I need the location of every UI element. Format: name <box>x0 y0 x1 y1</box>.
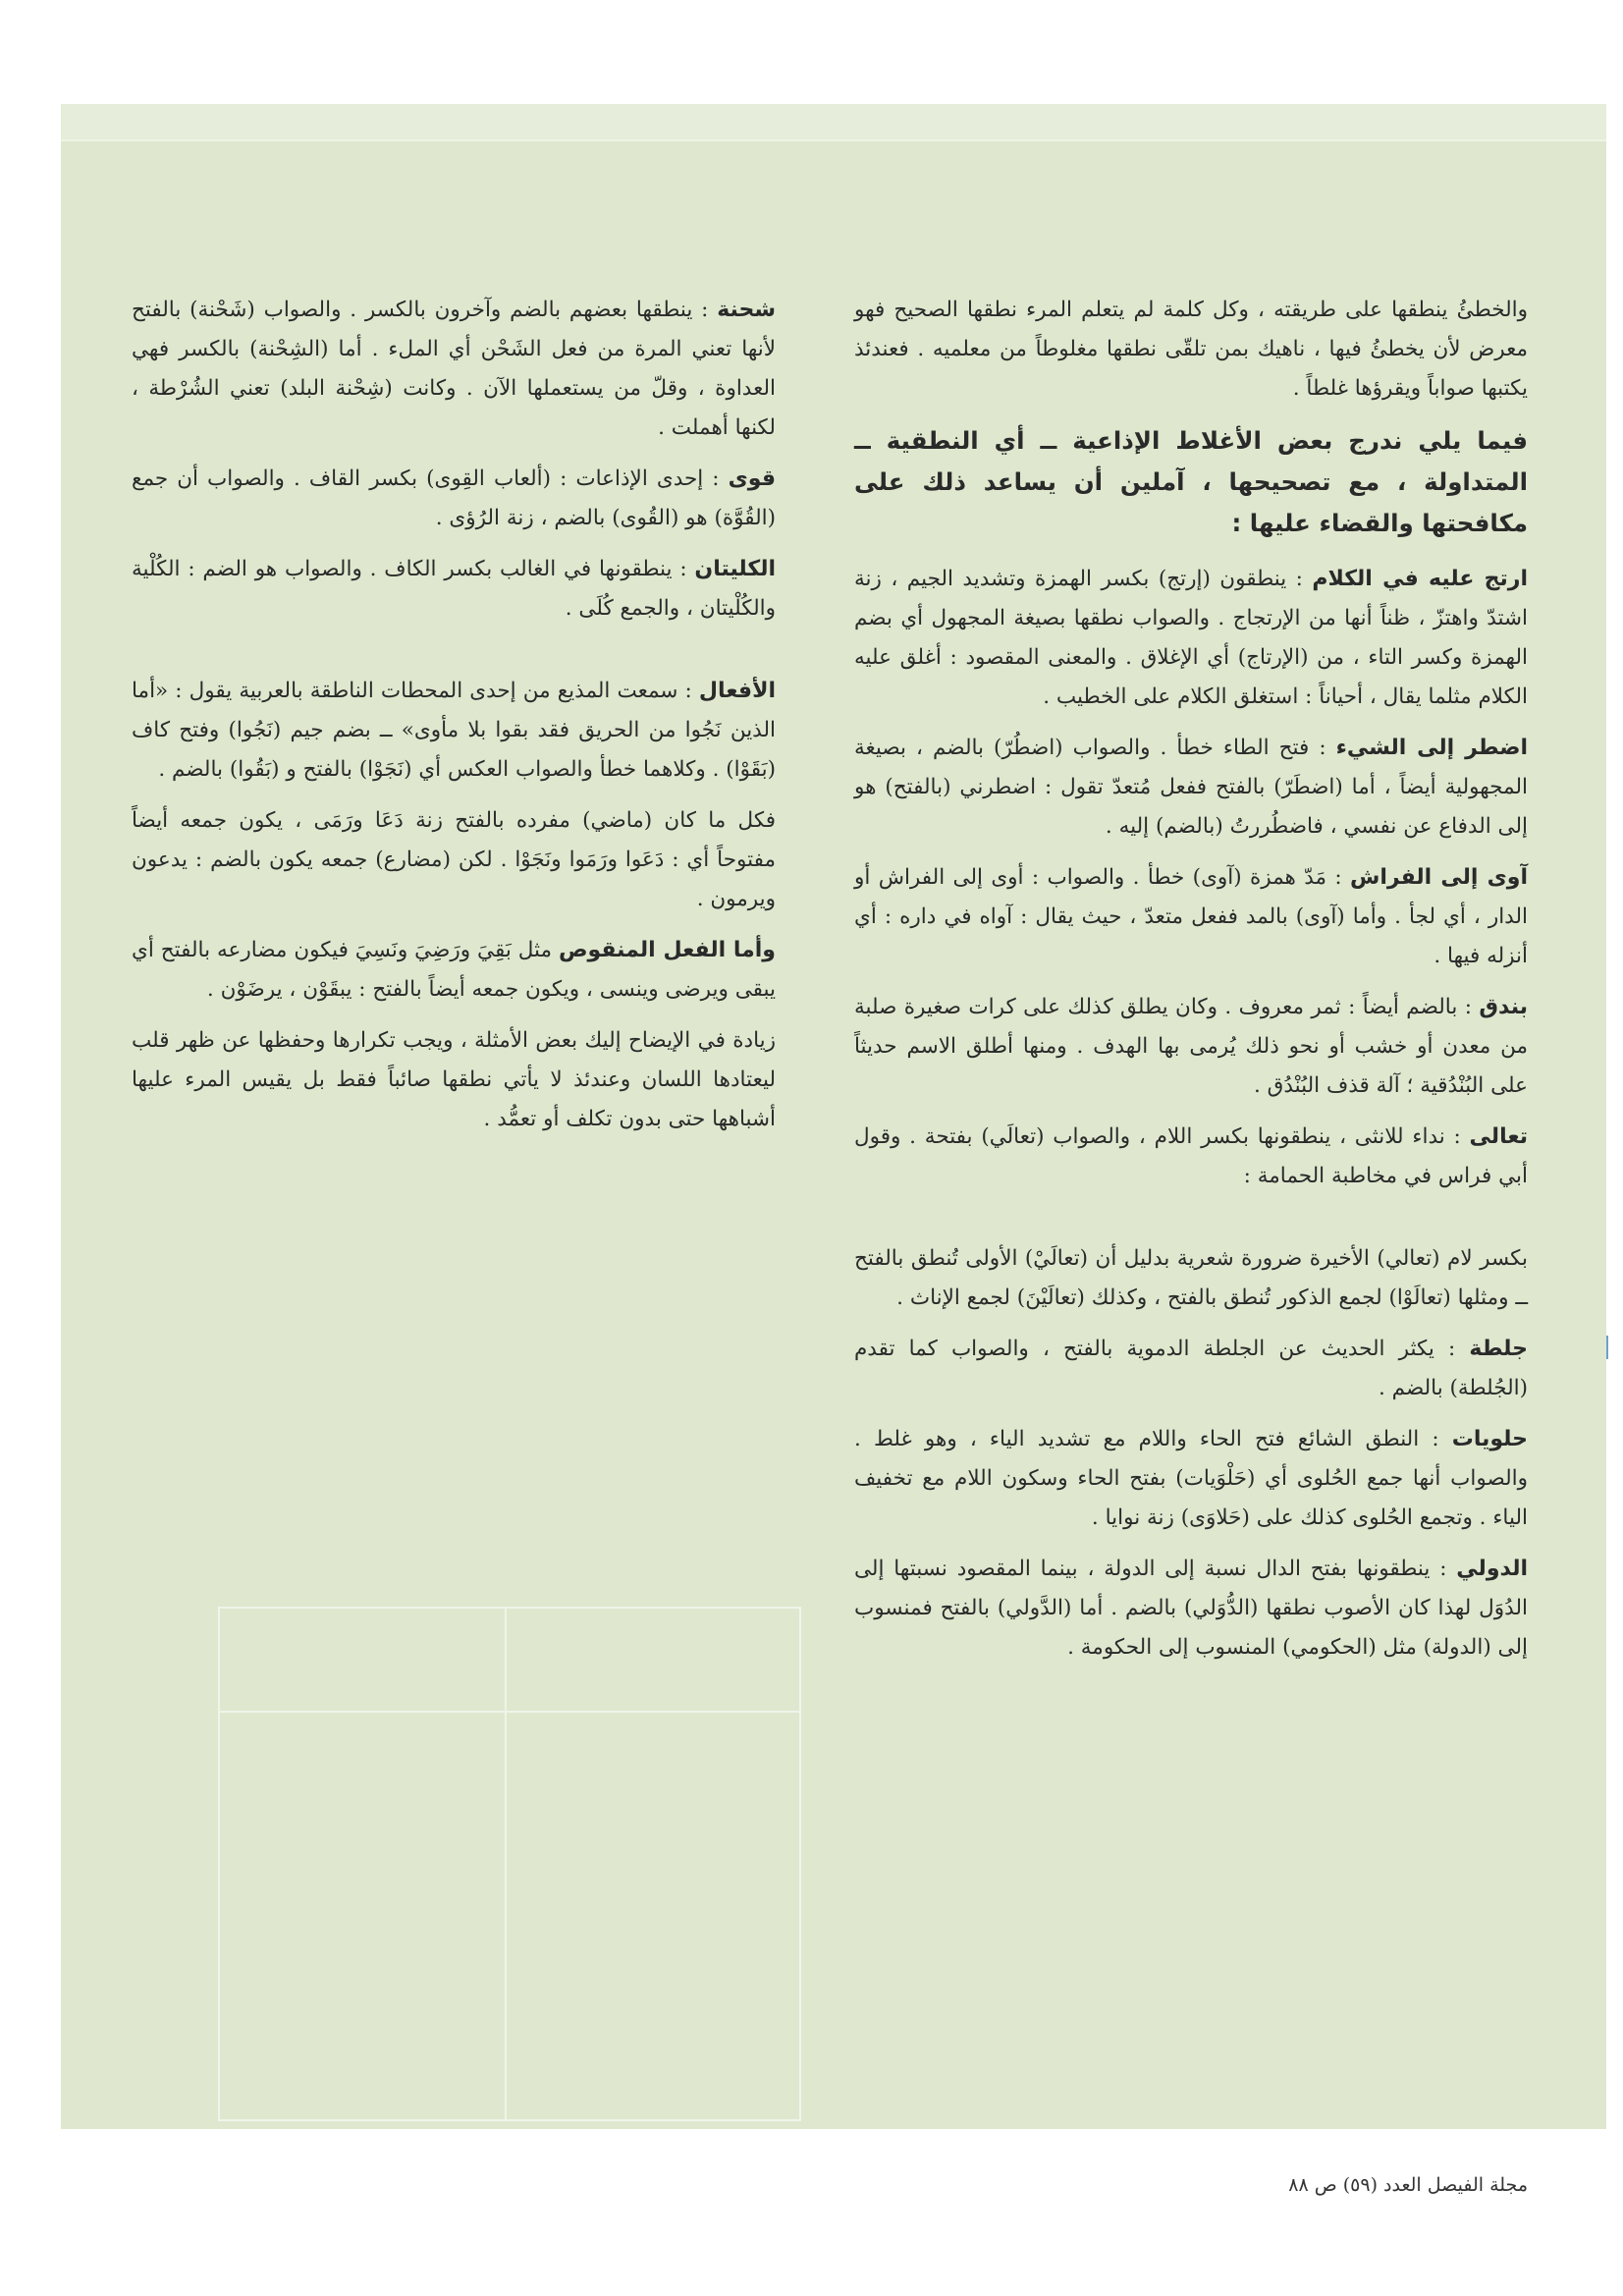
entry-term: بندق <box>1479 995 1528 1019</box>
entry-term: حلويات <box>1451 1427 1528 1451</box>
entry-taali-continued <box>854 1239 1528 1318</box>
entry-text: : إحدى الإذاعات : (ألعاب القِوى) بكسر القاف . والصواب أن جمع (القُوَّة) هو (القُوى) بالضم ، زنة الرُؤى . <box>132 466 776 530</box>
entry-text: فكل ما كان (ماضي) مفرده بالفتح زنة دَعَا ورَمَى ، يكون جمعه أيضاً مفتوحاً أي : دَعَوا ورَمَوا ونَجَوْا . لكن (مضارع) جمعه يكون بالضم : يدعون ويرمون . <box>132 808 776 911</box>
page-background <box>61 104 1606 2196</box>
entry-manqus <box>132 931 776 1010</box>
entry-text: : بالضم أيضاً : ثمر معروف . وكان يطلق كذلك على كرات صغيرة صلبة من معدن أو خشب أو نحو ذلك يُرمى بها الهدف . ومنها أطلق الاسم حديثاً على البُنْدُقية ؛ آلة قذف البُنْدُق . <box>854 995 1528 1098</box>
entry-text: مثل بَقِيَ ورَضِيَ ونَسِيَ فيكون مضارعه بالفتح أي يبقى ويرضى وينسى ، ويكون جمعه أيضاً بالفتح : يبقَوْن ، يرضَوْن . <box>132 938 776 1002</box>
lead-paragraph: فيما يلي ندرج بعض الأغلاط الإذاعية ــ أي النطقية ــ المتداولة ، مع تصحيحها ، آملين أن يساعد ذلك على مكافحتها والقضاء عليها : <box>854 426 1528 537</box>
entry-madi <box>132 801 776 919</box>
entry-term: ارتج عليه في الكلام <box>1312 567 1528 591</box>
entry-text: : ينطقون (إرتج) بكسر الهمزة وتشديد الجيم ، زنة اشتدّ واهتزّ ، ظناً أنها من الإرتجاج . والصواب نطقها بصيغة المجهول أي بضم الهمزة وكسر التاء ، من (الإرتاج) أي الإغلاق . والمعنى المقصود : أغلق عليه الكلام مثلما يقال ، أحياناً : استغلق الكلام على الخطيب . <box>854 567 1528 709</box>
entry-awa <box>854 858 1528 976</box>
right-column <box>854 291 1528 1679</box>
entry-term: الأفعال <box>698 679 776 703</box>
entry-text: : نداء للانثى ، ينطقونها بكسر اللام ، والصواب (تعالَي) بفتحة . وقول أبي فراس في مخاطبة الحمامة : <box>854 1124 1528 1188</box>
top-band <box>61 104 1606 141</box>
table-divider-horizontal <box>220 1711 799 1713</box>
entry-text: : يكثر الحديث عن الجلطة الدموية بالفتح ، والصواب كما تقدم (الجُلطة) بالضم . <box>854 1337 1528 1400</box>
entry-kulyatan <box>132 550 776 629</box>
entry-term: جلطة <box>1469 1337 1528 1361</box>
entry-term: تعالى <box>1469 1124 1529 1149</box>
entry-text: : فتح الطاء خطأ . والصواب (اضطُرّ) بالضم ، بصيغة المجهولية أيضاً ، أما (اضطَرّ) بالفتح ففعل مُتعدّ تقول : اضطرني (بالفتح) هو إلى الدفاع عن نفسي ، فاضطُررتُ (بالضم) إليه . <box>854 736 1528 839</box>
entry-text: : النطق الشائع فتح الحاء واللام مع تشديد الياء ، وهو غلط . والصواب أنها جمع الحُلوى أي (حَلْوَيات) بفتح الحاء وسكون اللام مع تخفيف الياء . وتجمع الحُلوى كذلك على (حَلاوَى) زنة نوايا . <box>854 1427 1528 1530</box>
faded-table <box>218 1607 801 2121</box>
entry-term: الكليتان <box>694 557 776 581</box>
entry-text: : سمعت المذيع من إحدى المحطات الناطقة بالعربية يقول : «أما الذين نَجُوا من الحريق فقد بقوا بلا مأوى» ــ بضم جيم (نَجُوا) وفتح كاف (بَقَوْا) . وكلاهما خطأ والصواب العكس أي (نَجَوْا) بالفتح و (بَقُوا) بالضم . <box>132 679 776 782</box>
entry-term: شحنة <box>717 298 777 322</box>
entry-dawli <box>854 1550 1528 1667</box>
entry-examples <box>132 1021 776 1139</box>
entry-jalta <box>854 1330 1528 1408</box>
entry-idturra <box>854 729 1528 847</box>
entry-term: الدولي <box>1456 1557 1528 1581</box>
entry-shahna <box>132 291 776 448</box>
entry-bunduq <box>854 988 1528 1106</box>
table-divider-vertical <box>505 1609 507 2119</box>
page-footer: مجلة الفيصل العدد (٥٩) ص ٨٨ <box>1288 2174 1528 2196</box>
entry-text: : ينطقها بعضهم بالضم وآخرون بالكسر . والصواب (شَحْنة) بالفتح لأنها تعني المرة من فعل الشَحْن أي الملء . أما (الشِحْنة) بالكسر فهي العداوة ، وقلّ من يستعملها الآن . وكانت (شِحْنة البلد) تعني الشُرْطة ، لكنها أهملت . <box>132 298 776 440</box>
entry-text: : ينطقونها بفتح الدال نسبة إلى الدولة ، بينما المقصود نسبتها إلى الدُوَل لهذا كان الأصوب نطقها (الدُّوَلي) بالضم . أما (الدَّولي) بالفتح فمنسوب إلى (الدولة) مثل (الحكومي) المنسوب إلى الحكومة . <box>854 1557 1528 1660</box>
entry-text: زيادة في الإيضاح إليك بعض الأمثلة ، ويجب تكرارها وحفظها عن ظهر قلب ليعتادها اللسان وعندئذ لا يأتي نطقها صائباً فقط بل يقيس المرء عليها أشباهها حتى بدون تكلف أو تعمُّد . <box>132 1028 776 1131</box>
intro-paragraph: والخطئُ ينطقها على طريقته ، وكل كلمة لم يتعلم المرء نطقها الصحيح فهو معرض لأن يخطئُ فيها ، ناهيك بمن تلقّى نطقها مغلوطاً من معلميه . فعندئذ يكتبها صواباً ويقرؤها غلطاً . <box>854 298 1528 401</box>
entry-quwa <box>132 460 776 538</box>
entry-text: : مَدّ همزة (آوى) خطأ . والصواب : أوى إلى الفراش أو الدار ، أي لجأ . وأما (آوى) بالمد ففعل متعدّ ، حيث يقال : آواه في داره : أي أنزله فيها . <box>854 865 1528 968</box>
entry-term: آوى إلى الفراش <box>1349 865 1528 890</box>
entry-text: : ينطقونها في الغالب بكسر الكاف . والصواب هو الضم : الكُلْية والكُلْيتان ، والجمع كُلَى . <box>132 557 776 621</box>
entry-halawiyat <box>854 1420 1528 1538</box>
entry-afaal <box>132 672 776 790</box>
edge-marker <box>1606 1336 1608 1359</box>
entry-irtuja <box>854 560 1528 717</box>
entry-term: اضطر إلى الشيء <box>1335 736 1528 760</box>
left-column <box>132 291 776 1151</box>
entry-taali <box>854 1118 1528 1196</box>
entry-term: قوى <box>728 466 777 491</box>
entry-text: بكسر لام (تعالي) الأخيرة ضرورة شعرية بدليل أن (تعالَيْ) الأولى تُنطق بالفتح ــ ومثلها (تعالَوْا) لجمع الذكور تُنطق بالفتح ، وكذلك (تعالَيْنَ) لجمع الإناث . <box>854 1246 1528 1310</box>
entry-term: وأما الفعل المنقوص <box>558 938 776 962</box>
